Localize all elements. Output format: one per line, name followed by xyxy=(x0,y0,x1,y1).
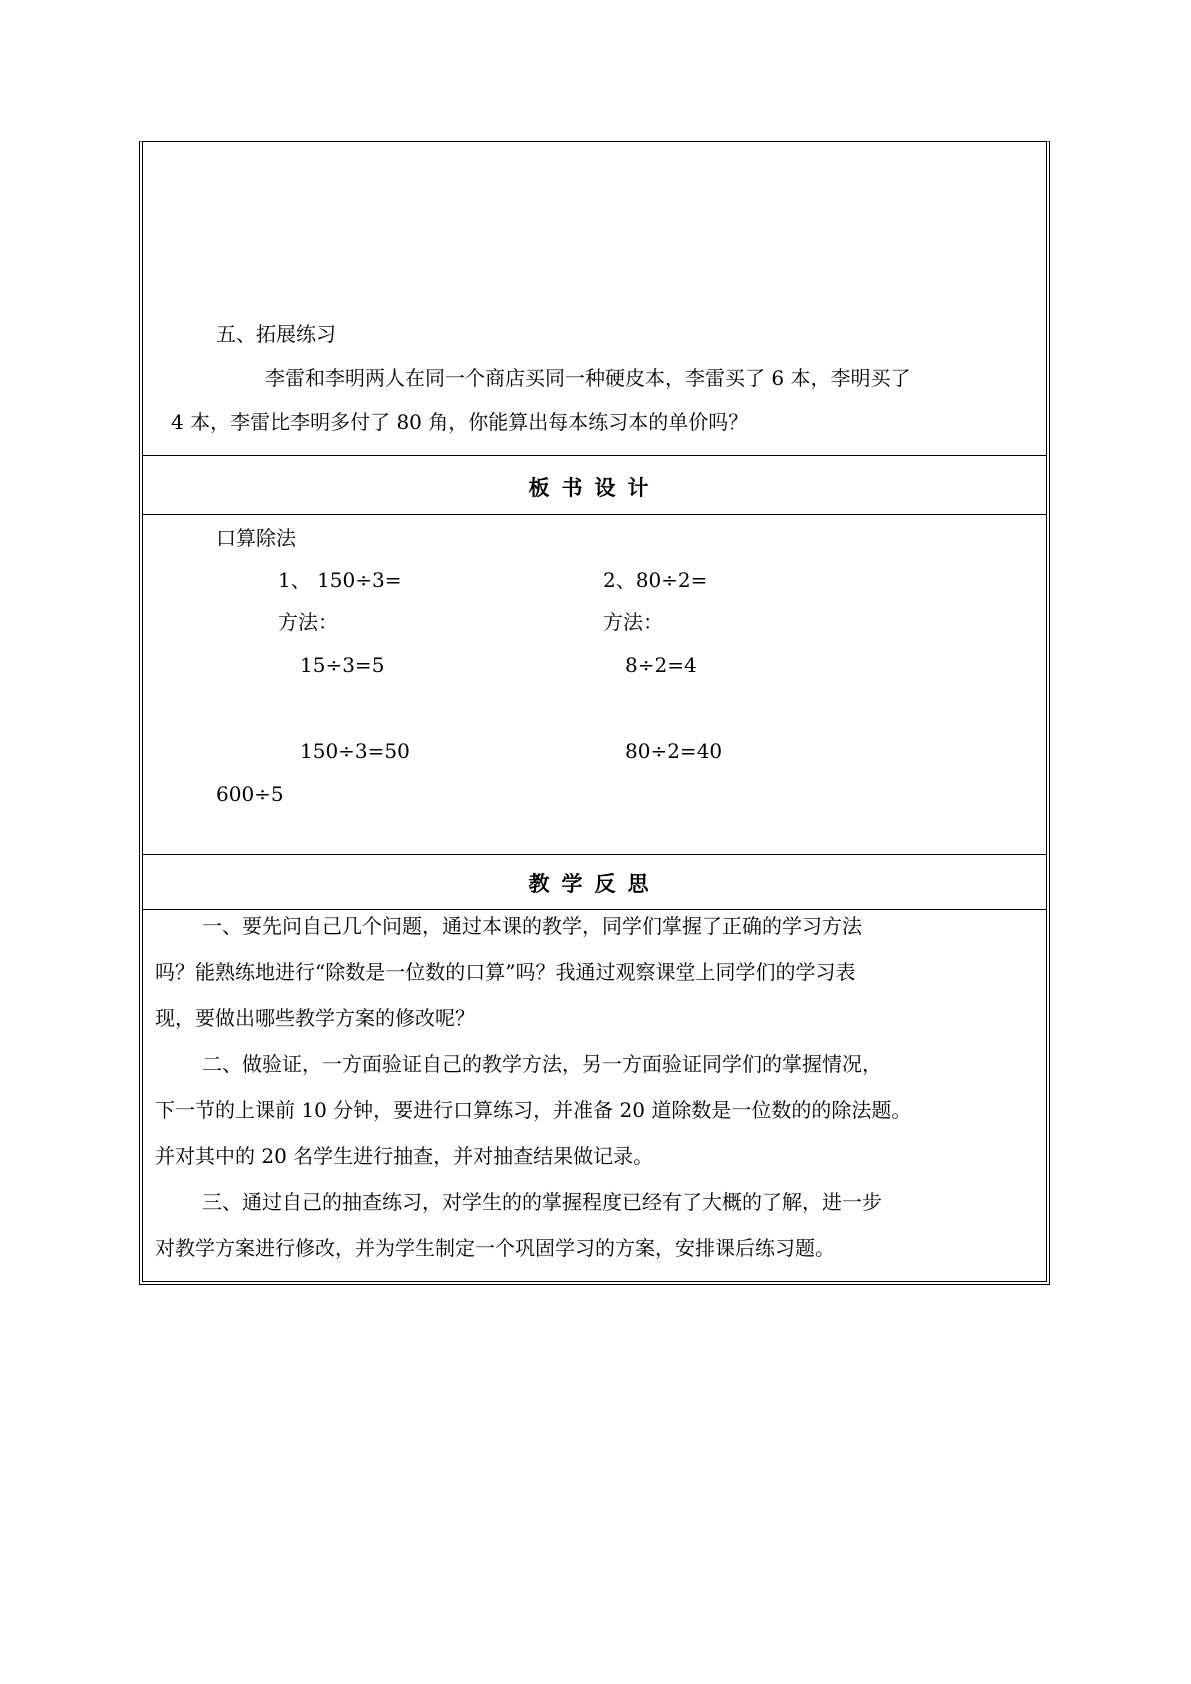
reflection-line: 二、做验证，一方面验证自己的教学方法，另一方面验证同学们的掌握情况， xyxy=(202,1052,882,1076)
method-label-left: 方法： xyxy=(278,610,338,634)
divider xyxy=(143,909,1046,910)
method-label-right: 方法： xyxy=(603,610,663,634)
divider xyxy=(143,854,1046,855)
reflection-line: 对教学方案进行修改，并为学生制定一个巩固学习的方案，安排课后练习题。 xyxy=(155,1236,835,1260)
reflection-line: 吗？能熟练地进行“除数是一位数的口算”吗？我通过观察课堂上同学们的学习表 xyxy=(155,960,856,984)
lesson-plan-table xyxy=(139,141,1050,1285)
step-right-1: 8÷2=4 xyxy=(625,653,697,677)
board-design-heading: 板书设计 xyxy=(528,475,661,500)
step-right-2: 80÷2=40 xyxy=(625,739,723,763)
problem-1: 1、 150÷3= xyxy=(278,568,402,592)
exercise-line-2: 4 本，李雷比李明多付了 80 角，你能算出每本练习本的单价吗？ xyxy=(171,410,749,434)
step-left-2: 150÷3=50 xyxy=(300,739,410,763)
reflection-line: 三、通过自己的抽查练习，对学生的的掌握程度已经有了大概的了解，进一步 xyxy=(202,1190,882,1214)
reflection-heading: 教学反思 xyxy=(528,871,661,896)
reflection-line: 现，要做出哪些教学方案的修改呢？ xyxy=(155,1006,475,1030)
divider xyxy=(143,455,1046,456)
section-five-title: 五、拓展练习 xyxy=(216,322,336,346)
reflection-line: 一、要先问自己几个问题，通过本课的教学，同学们掌握了正确的学习方法 xyxy=(202,914,862,938)
extra-problem: 600÷5 xyxy=(216,782,284,806)
board-title: 口算除法 xyxy=(216,526,296,550)
reflection-line: 并对其中的 20 名学生进行抽查，并对抽查结果做记录。 xyxy=(155,1144,654,1168)
problem-2: 2、80÷2= xyxy=(603,568,708,592)
reflection-line: 下一节的上课前 10 分钟，要进行口算练习，并准备 20 道除数是一位数的的除法题。 xyxy=(155,1098,912,1122)
step-left-1: 15÷3=5 xyxy=(300,653,385,677)
divider xyxy=(143,514,1046,515)
exercise-line-1: 李雷和李明两人在同一个商店买同一种硬皮本，李雷买了 6 本，李明买了 xyxy=(265,366,911,390)
